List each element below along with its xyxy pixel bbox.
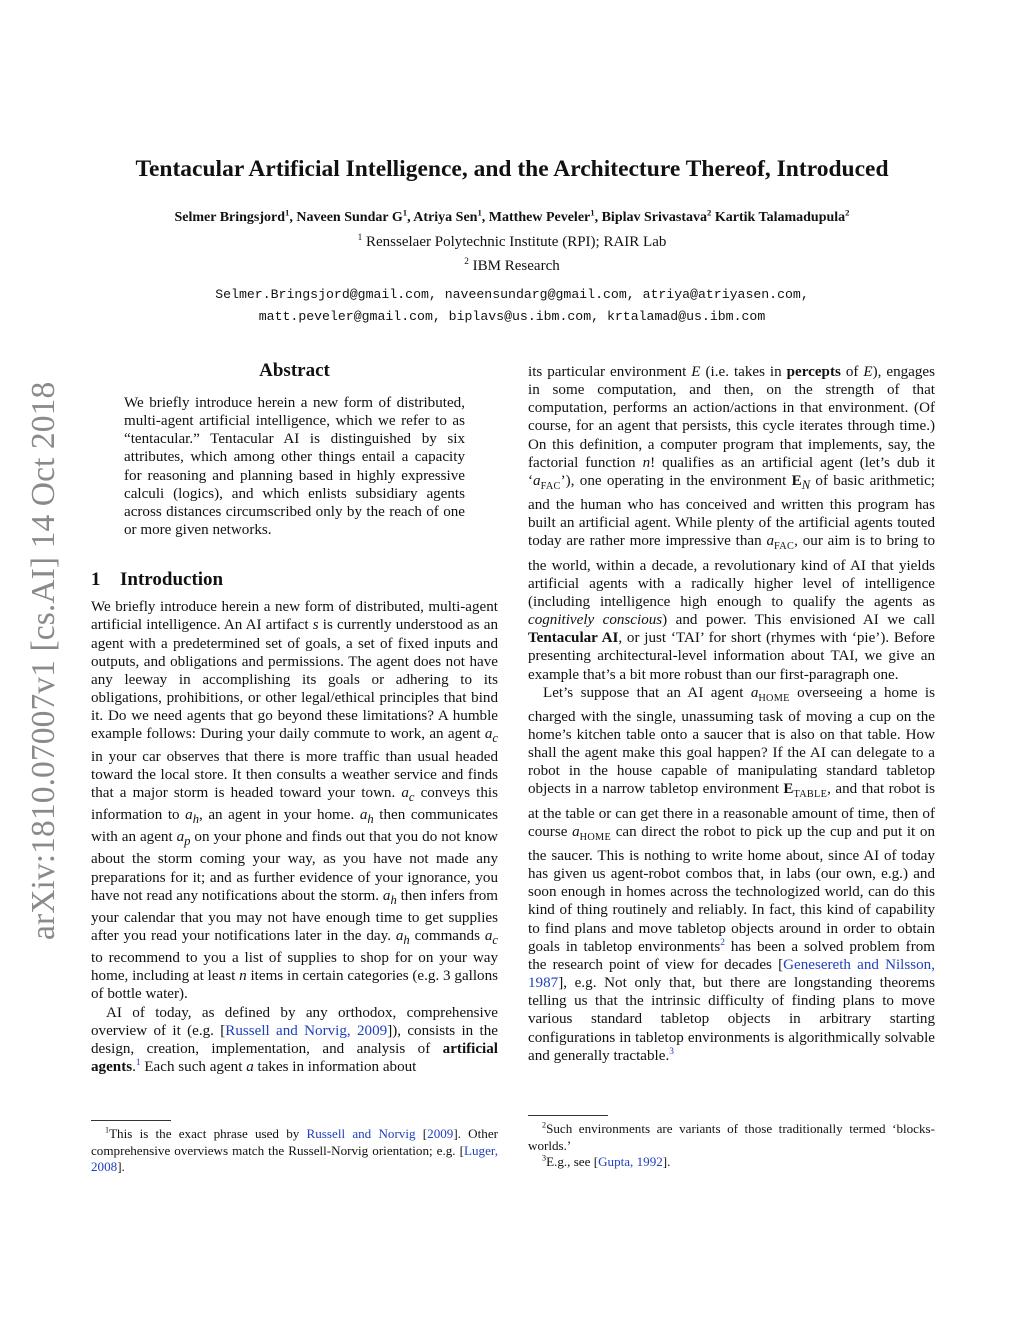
- body-paragraph-continued: its particular environment E (i.e. takes in percepts of E), engages in some computation, and then, on the strength of that computation, performs an action/actions in that environment. (Of course, for an agent that persists, this cycle iterates through time.) On this definition, a computer program that implements, say, the factorial function n! qualifies as an artificial agent (let’s dub it ‘$a_{FAC}$’), one operating in the environment $E_N$ of basic arithmetic; and the human who has conceived and written this program has built an artificial agent. While plenty of the artificial agents touted today are rather more impressive than $a_{FAC}$, our aim is to bring to the world, within a decade, a revolutionary kind of AI that yields artificial agents with a radically higher level of intelligence (including intelligence high enough to qualify the agents as cognitively conscious) and power. This envisioned AI we call Tentacular AI, or just ‘TAI’ for short (rhymes with ‘pie’). Before presenting architectural-level information about TAI, we give an example that’s a bit more robust than our first-paragraph one.: [528, 364, 936, 683]
- footnote-2: $^2$Such environments are variants of those traditionally termed ‘blocks-worlds.’: [528, 1120, 935, 1153]
- abstract-text: We briefly introduce herein a new form of distributed, multi-agent artificial intelligence, which we refer to as “tentacular.” Tentacular AI is distinguished by six attributes, which among other things entail a capacity for reasoning and planning based in highly expressive calculi (logics), and which enlists subsidiary agents across distances circumscribed only by the reach of one or more given networks.: [124, 395, 465, 539]
- section-heading: [91, 569, 498, 591]
- footnote-1: $^1$This is the exact phrase used by Russell and Norvig [2009]. Other comprehensive overviews match the Russell-Norvig orientation; e.g. [Luger, 2008].: [91, 1125, 498, 1174]
- footnote-3: $^3$E.g., see [Gupta, 1992].: [542, 1153, 671, 1169]
- author-list: Selmer Bringsjord$^1$, Naveen Sundar $G^1$, Atriya Sen$^1$, Matthew Peveler$^1$, Biplav Srivastava$^2$ Kartik Talamadupula$^2$: [174, 207, 850, 225]
- affiliation-text: IBM Research: [472, 258, 560, 274]
- right-footnotes: [528, 1115, 935, 1171]
- intro-paragraph-2: AI of today, as defined by any orthodox, comprehensive overview of it (e.g. [Russell and Norvig, 2009]), consists in the design, creation, implementation, and analysis of artificial agents.$^1$ Each such agent a takes in information about: [91, 1004, 498, 1076]
- affiliation-mark: 2: [464, 257, 469, 267]
- paper-title: Tentacular Artificial Intelligence, and the Architecture Thereof, Introduced: [135, 156, 889, 182]
- email-block: [0, 284, 1024, 328]
- affiliation-mark: 1: [357, 233, 363, 243]
- affiliation-1: [0, 234, 1024, 251]
- affiliation-text: Rensselaer Polytechnic Institute (RPI); RAIR Lab: [366, 234, 667, 250]
- body-paragraph-home-agent: Let’s suppose that an AI agent $a_{HOME}$ overseeing a home is charged with the single, unassuming task of moving a cup on the home’s kitchen table onto a saucer that is also on that table. How shall the agent make this goal happen? If the AI can delegate to a robot in the house capable of manipulating standard tabletop objects in a narrow tabletop environment $E_{TABLE}$, and that robot is at the table or can get there in a reasonable amount of time, then of course $a_{HOME}$ can direct the robot to pick up the cup and put it on the saucer. This is nothing to write home about, since AI of today has given us agent-robot combos that, in labs (our own, e.g.) and soon enough in homes across the technologized world, can do this kind of thing routinely and reliably. In fact, this kind of capability to find plans and move tabletop objects around in order to obtain goals in tabletop environments$^2$ has been a solved problem from the research point of view for decades [Genesereth and Nilsson, 1987], e.g. Not only that, but there are longstanding theorems telling us that the intrinsic difficulty of finding plans to move various standard tabletop objects in arbitrary starting configurations in tabletop environments is algorithmically solvable and generally tractable.$^3$: [528, 684, 936, 1064]
- abstract-heading: Abstract: [259, 360, 330, 381]
- right-column: [528, 363, 935, 1065]
- email-line: Selmer.Bringsjord@gmail.com, naveensundarg@gmail.com, atriya@atriyasen.com,: [215, 287, 809, 302]
- section-title: Introduction: [120, 569, 224, 591]
- section-number: 1: [91, 569, 101, 591]
- arxiv-side-stamp: arXiv:1810.07007v1 [cs.AI] 14 Oct 2018: [25, 381, 62, 940]
- affiliation-2: [0, 258, 1024, 275]
- left-column: [91, 360, 498, 1076]
- left-footnotes: [91, 1120, 498, 1176]
- footnote-rule: [91, 1120, 171, 1121]
- email-line: matt.peveler@gmail.com, biplavs@us.ibm.com, krtalamad@us.ibm.com: [258, 309, 766, 324]
- intro-paragraph-1: We briefly introduce herein a new form of distributed, multi-agent artificial intelligence. An AI artifact s is currently understood as an agent with a predetermined set of goals, a set of fixed inputs and outputs, and obligations and permissions. The agent does not have any leeway in accomplishing its goals or adhering to its obligations, prohibitions, or other legal/ethical principles that bind it. Do we need agents that go beyond these limitations? A humble example follows: During your daily commute to work, an agent $a_c$ in your car observes that there is more traffic than usual headed toward the local store. It then consults a weather service and finds that a major storm is headed toward your town. $a_c$ conveys this information to $a_h$, an agent in your home. $a_h$ then communicates with an agent $a_p$ on your phone and finds out that you do not know about the storm coming your way, as you have not made any preparations for it; and as further evidence of your ignorance, you have not read any notifications about the storm. $a_h$ then infers from your calendar that you may not have enough time to get supplies after you read your notifications later in the day. $a_h$ commands $a_c$ to recommend to you a list of supplies to shop for on your way home, including at least n items in certain categories (e.g. 3 gallons of bottle water).: [91, 599, 499, 1003]
- footnote-rule: [528, 1115, 608, 1116]
